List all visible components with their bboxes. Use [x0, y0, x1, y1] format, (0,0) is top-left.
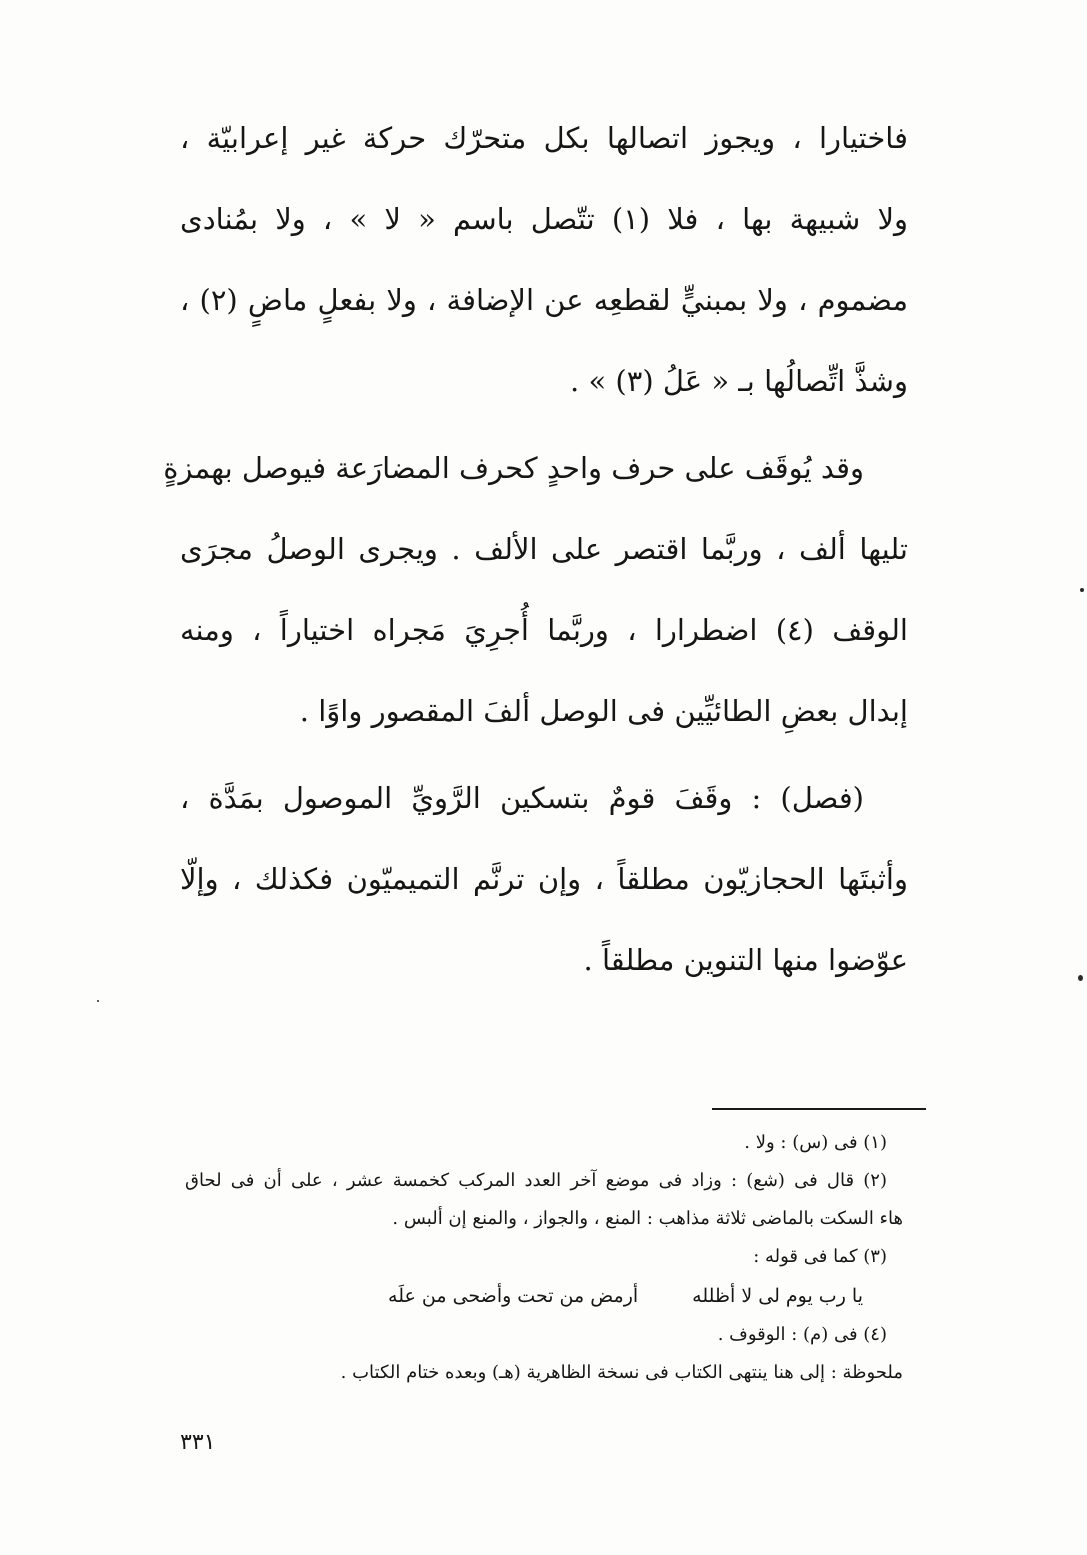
- verse-first-hemistich: يا رب يوم لى لا أظلله: [692, 1285, 863, 1307]
- text-line: فاختيارا ، ويجوز اتصالها بكل متحرّك حركة غير إعرابيّة ،: [180, 121, 908, 155]
- footnote-2: (٢) قال فى (شع) : وزاد فى موضع آخر العدد المركب كخمسة عشر ، على أن فى لحاق: [185, 1170, 887, 1191]
- footnote-4: (٤) فى (م) : الوقوف .: [717, 1324, 887, 1345]
- text-line: تليها ألف ، وربَّما اقتصر على الألف . ويجرى الوصلُ مجرَى: [180, 532, 908, 566]
- text-line: وأثبتَها الحجازيّون مطلقاً ، وإن ترنَّم التميميّون فكذلك ، وإلّا: [180, 862, 908, 896]
- text-line: مضموم ، ولا بمبنيٍّ لقطعِه عن الإضافة ، ولا بفعلٍ ماضٍ (٢) ،: [180, 283, 908, 317]
- text-line: إبدال بعضِ الطائيِّين فى الوصل ألفَ المقصور واوًا .: [299, 694, 908, 728]
- scan-speck: [97, 1000, 99, 1002]
- main-text: [163, 98, 909, 1007]
- page-number: ٣٣١: [180, 1430, 216, 1455]
- footnote-3: (٣) كما فى قوله :: [753, 1246, 887, 1267]
- footnotes: [185, 1124, 903, 1392]
- text-line: عوّضوا منها التنوين مطلقاً .: [583, 943, 908, 977]
- text-line: الوقف (٤) اضطرارا ، وربَّما أُجرِيَ مَجراه اختياراً ، ومنه: [180, 613, 908, 647]
- paragraph-1: [180, 98, 908, 422]
- footnote-1: (١) فى (س) : ولا .: [744, 1132, 887, 1153]
- poetry-verse: [185, 1276, 903, 1316]
- text-line: وشذَّ اتِّصالُها بـ « عَلُ (٣) » .: [570, 364, 908, 398]
- paragraph-3: [180, 758, 908, 1001]
- footnote-2-continued: هاء السكت بالماضى ثلاثة مذاهب : المنع ، والجواز ، والمنع إن ألبس .: [392, 1208, 903, 1229]
- paragraph-2: [163, 428, 908, 752]
- verse-second-hemistich: أرمض من تحت وأضحى من علَه: [388, 1285, 639, 1307]
- text-line: وقد يُوقَف على حرف واحدٍ كحرف المضارَعة فيوصل بهمزةٍ: [163, 451, 864, 485]
- footnote-separator: [712, 1108, 926, 1110]
- scan-speck: [1080, 588, 1084, 592]
- editor-note: ملحوظة : إلى هنا ينتهى الكتاب فى نسخة الظاهرية (هـ) وبعده ختام الكتاب .: [340, 1362, 903, 1383]
- text-line: (فصل) : وقَفَ قومٌ بتسكين الرَّويِّ الموصول بمَدَّة ،: [180, 781, 864, 815]
- scan-speck: [1078, 975, 1083, 981]
- text-line: ولا شبيهة بها ، فلا (١) تتّصل باسم « لا » ، ولا بمُنادى: [180, 202, 909, 236]
